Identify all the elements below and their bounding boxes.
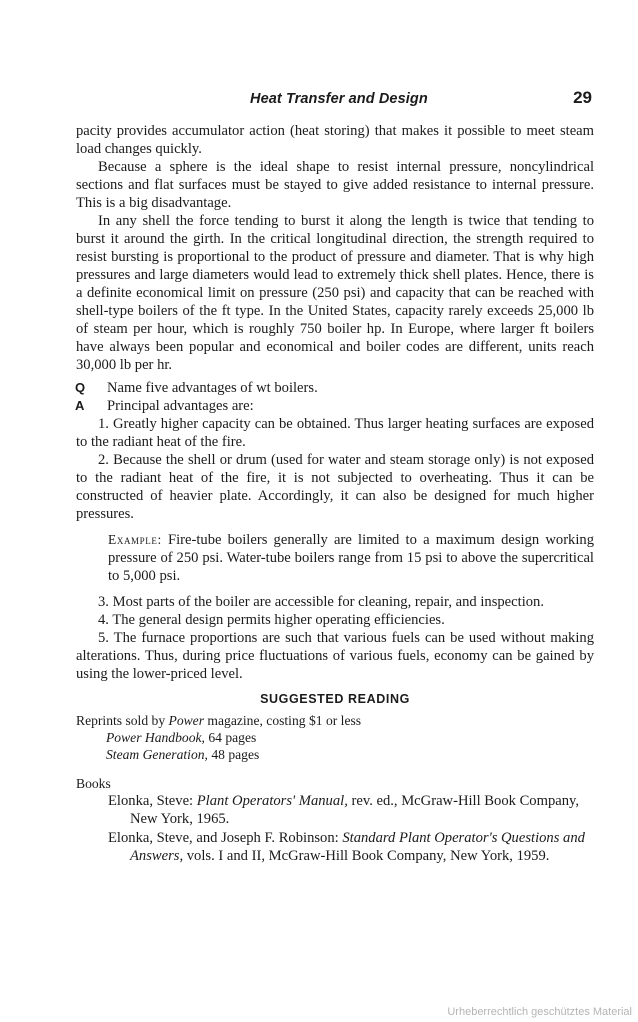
book-details: rev. ed., McGraw-Hill Book Company, New York, 1965. bbox=[130, 793, 580, 827]
book-details: vols. I and II, McGraw-Hill Book Company, New York, 1959. bbox=[183, 848, 550, 864]
book-page bbox=[76, 88, 594, 866]
reprint-title: Power Handbook, bbox=[106, 730, 205, 745]
answer-marker: A bbox=[75, 398, 85, 413]
reprints-magazine: Power bbox=[168, 713, 205, 728]
book-author: Elonka, Steve, and Joseph F. Robinson: bbox=[108, 830, 343, 846]
book-reference bbox=[76, 792, 594, 828]
page-header bbox=[76, 88, 594, 114]
answer-row bbox=[76, 397, 594, 415]
book-title: Plant Operators' Manual, bbox=[196, 793, 348, 809]
books-label: Books bbox=[76, 776, 111, 791]
advantage-item: 1. Greatly higher capacity can be obtained. Thus larger heating surfaces are exposed to the radiant heat of the fire. bbox=[76, 416, 594, 450]
advantage-item: 5. The furnace proportions are such that various fuels can be used without making alterations. Thus, during price fluctuations of various fuels, economy can be gained by using the lower-priced level. bbox=[76, 630, 594, 682]
example-text: Fire-tube boilers generally are limited to a maximum design working pressure of 250 psi. Water-tube boilers range from 15 psi to above the supercritical to 5,000 psi. bbox=[108, 532, 594, 584]
book-title: Standard Plant Operator's Questions and Answers, bbox=[130, 830, 585, 864]
copyright-watermark: Urheberrechtlich geschütztes Material bbox=[447, 1006, 632, 1018]
advantage-item: 3. Most parts of the boiler are accessible for cleaning, repair, and inspection. bbox=[98, 594, 544, 610]
reprint-item bbox=[76, 729, 594, 746]
advantage-item: 2. Because the shell or drum (used for water and steam storage only) is not exposed to the radiant heat of the fire, it is not subjected to overheating. Thus it can be constructed of heavier plate. Accordingly, it can also be designed for much higher pressures. bbox=[76, 452, 594, 522]
question-marker: Q bbox=[75, 380, 86, 395]
example-label: Example: bbox=[108, 532, 162, 547]
reprint-title: Steam Generation, bbox=[106, 747, 208, 762]
advantage-item: 4. The general design permits higher operating efficiencies. bbox=[98, 612, 445, 628]
book-author: Elonka, Steve: bbox=[108, 793, 197, 809]
reprint-pages: 48 pages bbox=[207, 747, 260, 762]
paragraph: pacity provides accumulator action (heat storing) that makes it possible to meet steam load changes quickly. bbox=[76, 123, 594, 157]
running-title: Heat Transfer and Design bbox=[250, 91, 428, 107]
example-paragraph bbox=[108, 531, 594, 585]
answer-intro: Principal advantages are: bbox=[107, 398, 254, 414]
paragraph: In any shell the force tending to burst it along the length is twice that tending to burst it around the girth. In the critical longitudinal direction, the strength required to resist bursting is proportional to the product of pressure and diameter. That is why high pressures and large diameters would lead to extremely thick shell plates. Hence, there is a definite economical limit on pressure (250 psi) and capacity that can be reached with shell-type boilers of the ft type. In the United States, capacity rarely exceeds 25,000 lb of steam per hour, which is roughly 750 boiler hp. In Europe, where larger ft boilers have always been popular and economical and boiler codes are different, units reach 30,000 lb per hr. bbox=[76, 213, 594, 373]
reprint-pages: 64 pages bbox=[204, 730, 257, 745]
question-text: Name five advantages of wt boilers. bbox=[107, 380, 318, 396]
page-body bbox=[76, 122, 594, 865]
spacer bbox=[76, 763, 594, 775]
reprints-prefix: Reprints sold by bbox=[76, 713, 169, 728]
reprint-item bbox=[76, 746, 594, 763]
question-row bbox=[76, 379, 594, 397]
page-number: 29 bbox=[573, 88, 592, 107]
suggested-reading-heading: SUGGESTED READING bbox=[260, 692, 410, 706]
book-reference bbox=[76, 829, 594, 865]
paragraph: Because a sphere is the ideal shape to resist internal pressure, noncylindrical sections and flat surfaces must be stayed to give added resistance to internal pressure. This is a big disadvantage. bbox=[76, 159, 594, 211]
example-block bbox=[108, 531, 594, 585]
reprints-line bbox=[76, 712, 594, 729]
reference-list bbox=[76, 712, 594, 865]
reprints-suffix: magazine, costing $1 or less bbox=[204, 713, 362, 728]
